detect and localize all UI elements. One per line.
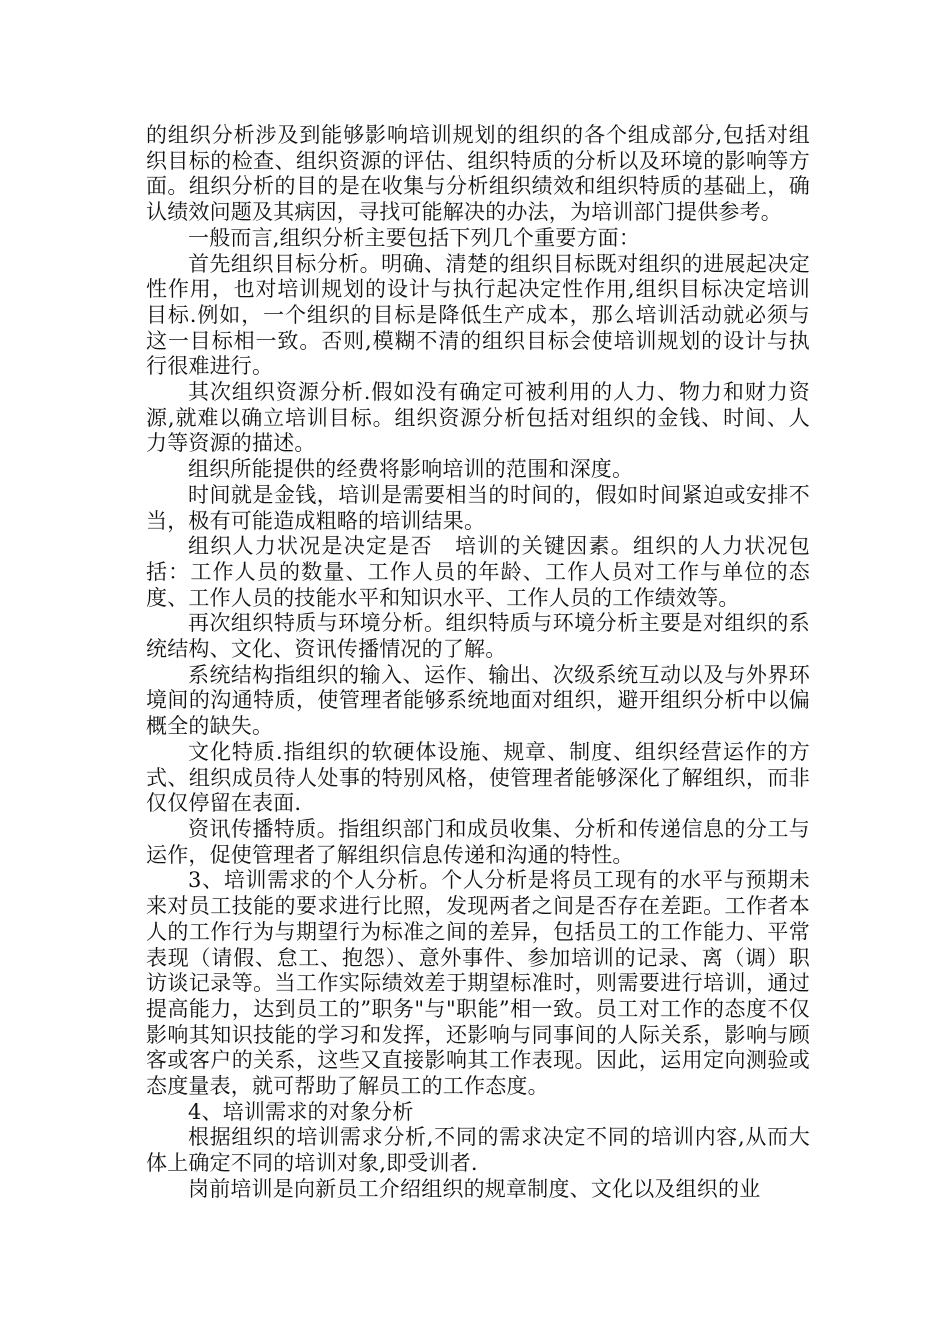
paragraph-target-analysis-heading: 4、培训需求的对象分析 — [188, 1099, 414, 1124]
paragraph-system-structure: 系统结构指组织的输入、运作、输出、次级系统互动以及与外界环境间的沟通特质，使管理者能够系统地面对组织，避开组织分析中以偏概全的缺失。 — [146, 662, 810, 739]
paragraph-communication: 资讯传播特质。指组织部门和成员收集、分析和传递信息的分工与运作，促使管理者了解组织信息传递和沟通的特性。 — [146, 816, 810, 867]
paragraph-resource-analysis: 其次组织资源分析.假如没有确定可被利用的人力、物力和财力资源,就难以确立培训目标。组织资源分析包括对组织的金钱、时间、人力等资源的描述。 — [146, 380, 810, 456]
paragraph-environment-analysis: 再次组织特质与环境分析。组织特质与环境分析主要是对组织的系统结构、文化、资讯传播情况的了解。 — [146, 611, 810, 662]
paragraph-pre-job-training: 岗前培训是向新员工介绍组织的规章制度、文化以及组织的业 — [188, 1176, 761, 1201]
document-body — [146, 123, 810, 1203]
paragraph-time: 时间就是金钱，培训是需要相当的时间的，假如时间紧迫或安排不当，极有可能造成粗略的培训结果。 — [146, 482, 810, 533]
paragraph-goal-analysis: 首先组织目标分析。明确、清楚的组织目标既对组织的进展起决定性作用，也对培训规划的设计与执行起决定性作用,组织目标决定培训目标.例如，一个组织的目标是降低生产成本，那么培训活动就必须与这一目标相一致。否则,模糊不清的组织目标会使培训规划的设计与执行很难进行。 — [146, 251, 810, 379]
paragraph-culture: 文化特质.指组织的软硬体设施、规章、制度、组织经营运作的方式、组织成员待人处事的特别风格，使管理者能够深化了解组织，而非仅仅停留在表面. — [146, 739, 810, 816]
paragraph-human-resources: 组织人力状况是决定是否 培训的关键因素。组织的人力状况包括：工作人员的数量、工作人员的年龄、工作人员对工作与单位的态度、工作人员的技能水平和知识水平、工作人员的工作绩效等。 — [146, 534, 810, 610]
paragraph-general-aspects: 一般而言,组织分析主要包括下列几个重要方面： — [188, 225, 641, 250]
paragraph-target-analysis: 根据组织的培训需求分析,不同的需求决定不同的培训内容,从而大体上确定不同的培训对象,即受训者. — [146, 1125, 810, 1176]
paragraph-organization-analysis-intro: 的组织分析涉及到能够影响培训规划的组织的各个组成部分,包括对组织目标的检查、组织资源的评估、组织特质的分析以及环境的影响等方面。组织分析的目的是在收集与分析组织绩效和组织特质的基础上，确认绩效问题及其病因，寻找可能解决的办法，为培训部门提供参考。 — [146, 123, 810, 225]
paragraph-funding: 组织所能提供的经费将影响培训的范围和深度。 — [188, 457, 634, 482]
paragraph-individual-analysis: 3、培训需求的个人分析。个人分析是将员工现有的水平与预期未来对员工技能的要求进行比照，发现两者之间是否存在差距。工作者本人的工作行为与期望行为标准之间的差异，包括员工的工作能力、平常表现（请假、怠工、抱怨）、意外事件、参加培训的记录、离（调）职访谈记录等。当工作实际绩效差于期望标准时，则需要进行培训，通过提高能力，达到员工的”职务"与"职能”相一致。员工对工作的态度不仅影响其知识技能的学习和发挥，还影响与同事间的人际关系，影响与顾客或客户的关系，这些又直接影响其工作表现。因此，运用定向测验或态度量表，就可帮助了解员工的工作态度。 — [146, 868, 810, 1099]
